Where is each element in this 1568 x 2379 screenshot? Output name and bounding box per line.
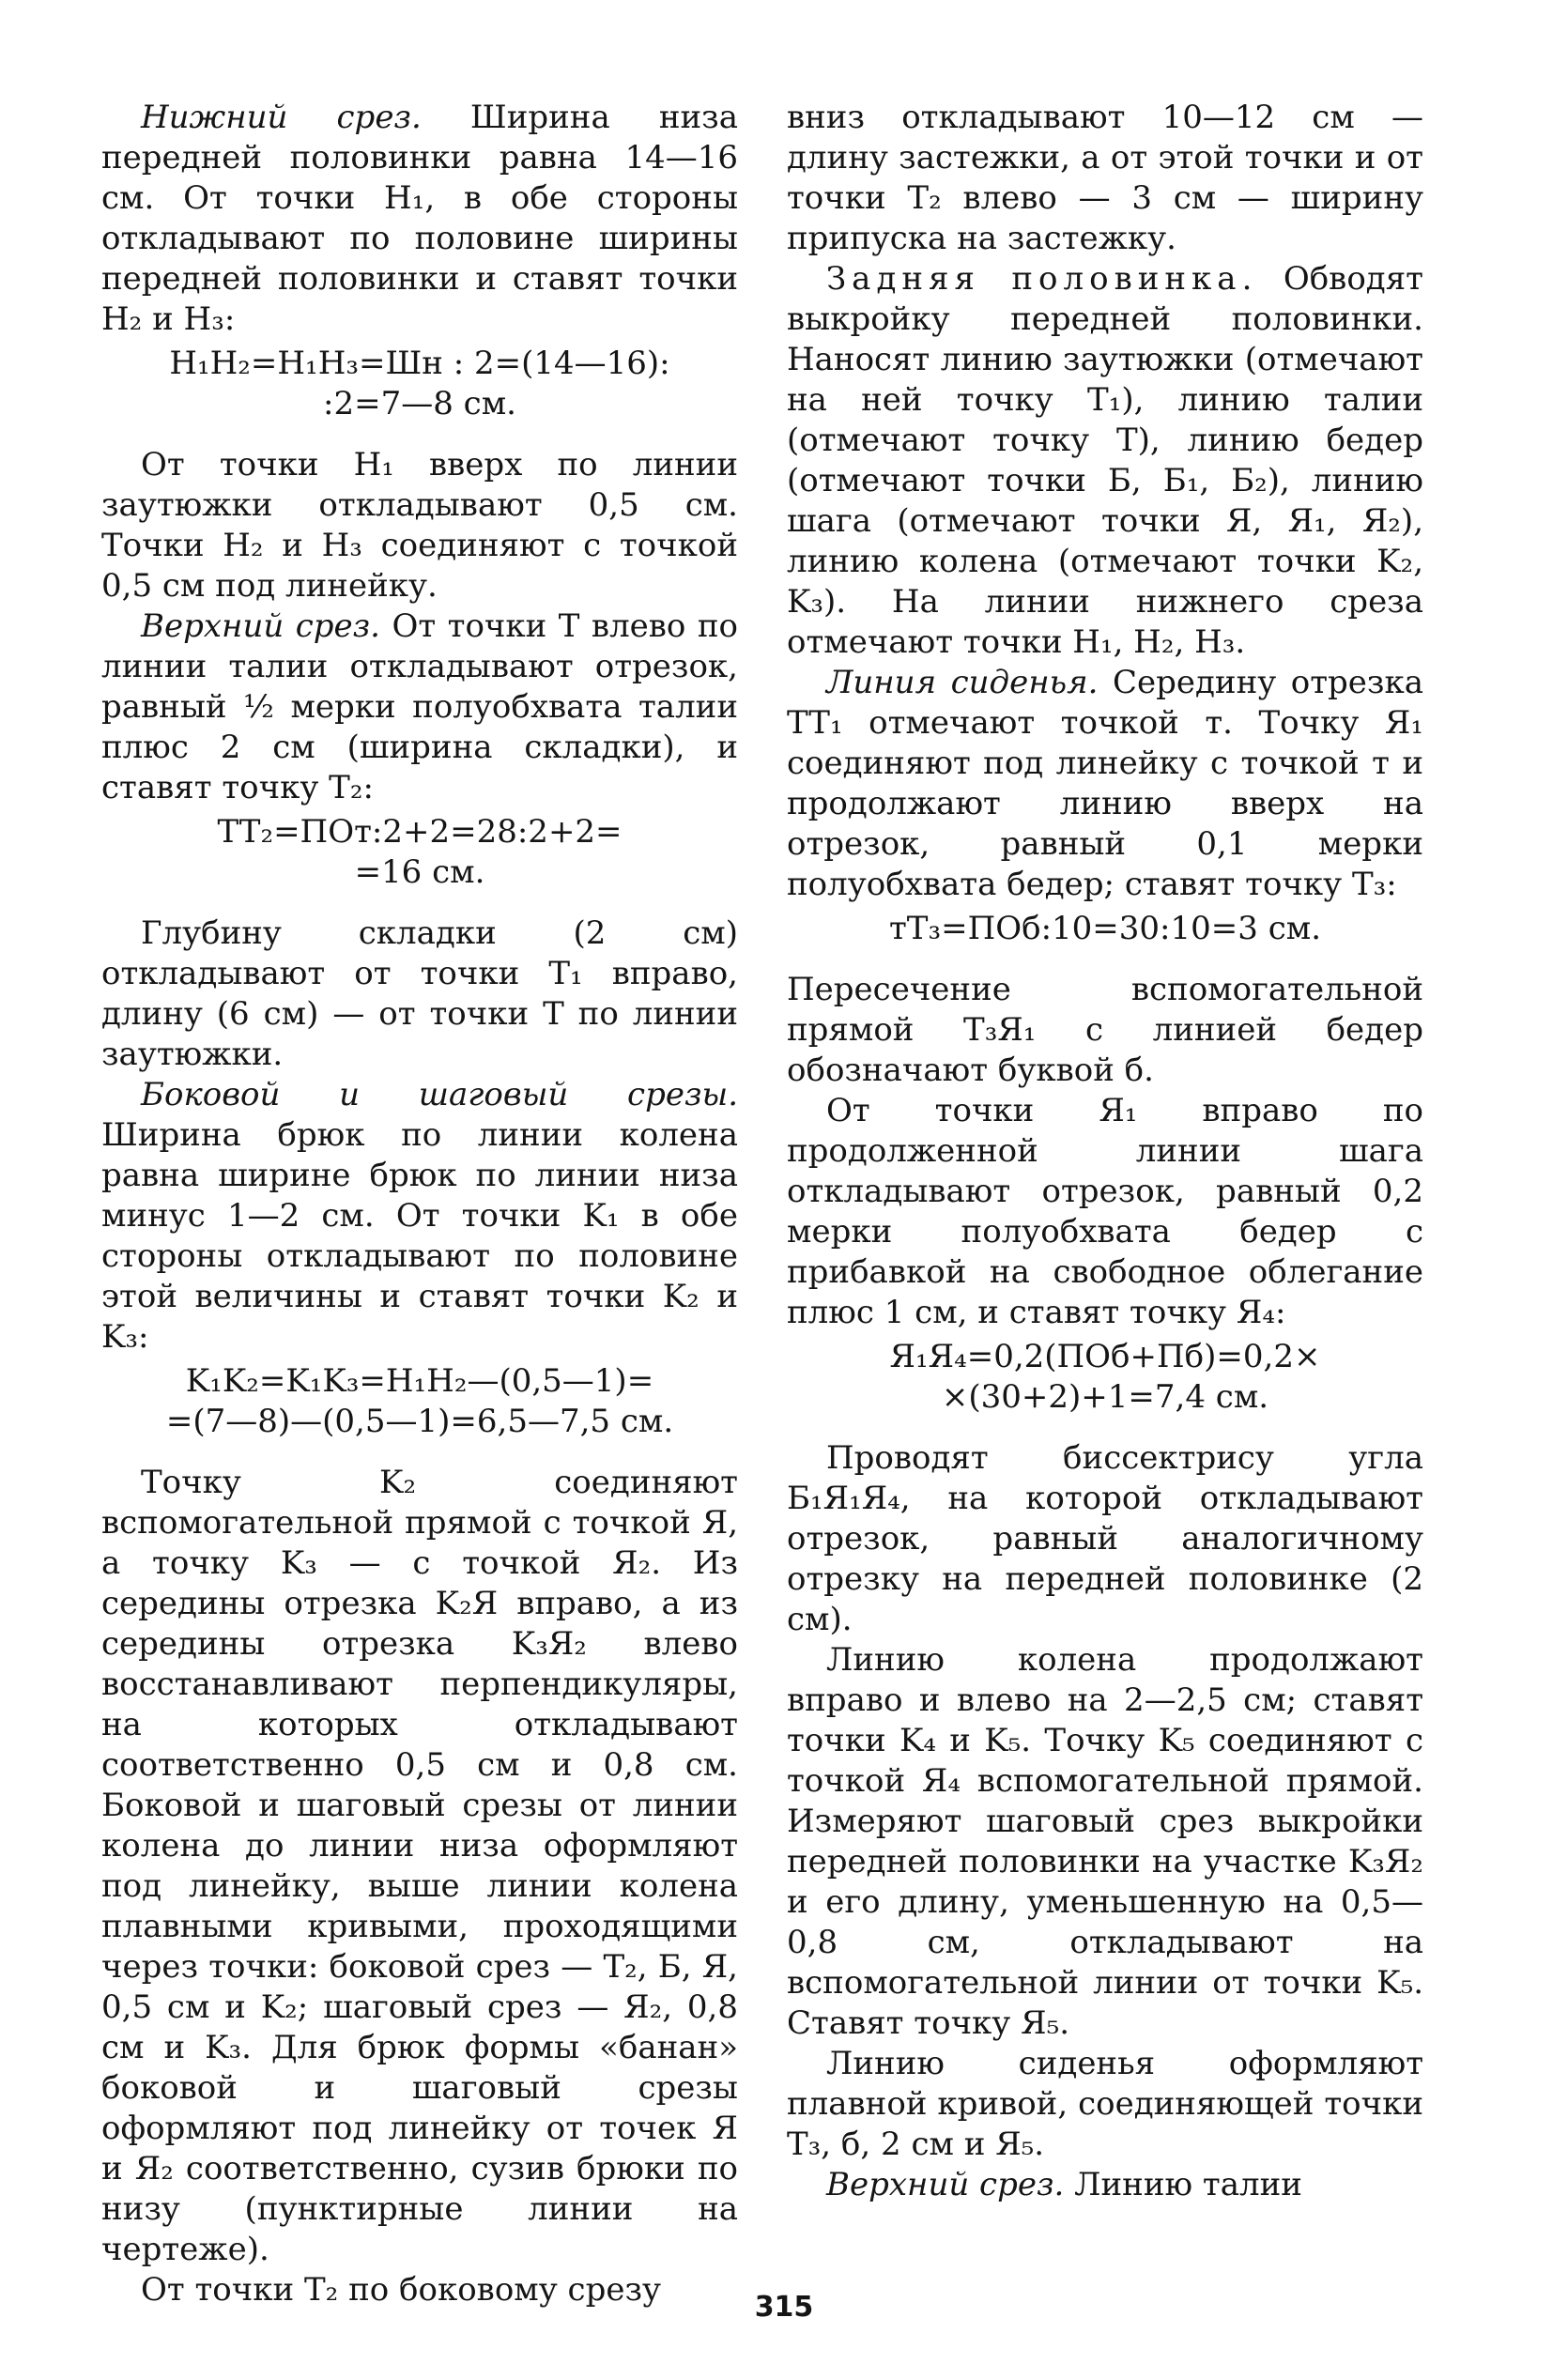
paragraph [787,663,1423,905]
paragraph [787,259,1423,663]
paragraph-text: Пересечение вспомогательной прямой T₃Я₁ с линией бедер обозначают буквой б. [787,971,1423,1089]
paragraph-text: Линию сиденья оформляют плавной кривой, соединяющей точки T₃, б, 2 см и Я₅. [787,2045,1423,2163]
formula-line: Я₁Я₄=0,2(ПОб+Пб)=0,2× [889,1338,1321,1375]
paragraph [101,913,738,1075]
paragraph [101,1075,738,1358]
paragraph-text: Середину отрезка TT₁ отмечают точкой т. Точку Я₁ соединяют под линейку с точкой т и продолжают линию вверх на отрезок, равный 0,1 мерки полуобхвата бедер; ставят точку T₃: [787,664,1423,903]
paragraph [787,1091,1423,1333]
section-heading: Нижний срез. [141,99,422,136]
paragraph-text: Обводят выкройку передней половинки. Наносят линию заутюжки (отмечают на ней точку T₁), линию талии (отмечают точку T), линию бедер (отмечают точки Б, Б₁, Б₂), линию шага (отмечают точки Я, Я₁, Я₂), линию колена (отмечают точки K₂, K₃). На линии нижнего среза отмечают точки H₁, H₂, H₃. [787,260,1423,661]
paragraph [787,1438,1423,1640]
paragraph-text: Глубину складки (2 см) откладывают от точки T₁ вправо, длину (6 см) — от точки T по линии заутюжки. [101,914,738,1073]
paragraph-text: От точки Я₁ вправо по продолженной линии шага откладывают отрезок, равный 0,2 мерки полуобхвата бедер с прибавкой на свободное облегание плюс 1 см, и ставят точку Я₄: [787,1092,1423,1331]
formula [101,1361,738,1442]
formula-line: H₁H₂=H₁H₃=Шн : 2=(14—16): [169,345,670,382]
formula [101,344,738,424]
section-heading: Задняя половинка. [826,260,1258,298]
paragraph-text: Ширина низа передней половинки равна 14—16 см. От точки H₁, в обе стороны откладывают по половине ширины передней половинки и ставят точки H₂ и H₃: [101,99,738,338]
paragraph [101,606,738,808]
right-column [787,98,1423,2205]
paragraph-text: Точку K₂ соединяют вспомогательной прямой с точкой Я, а точку K₃ — с точкой Я₂. Из середины отрезка K₂Я вправо, а из середины отрезка K₃Я₂ влево восстанавливают перпендикуляры, на которых откладывают соответственно 0,5 см и 0,8 см. Боковой и шаговый срезы от линии колена до линии низа оформляют под линейку, выше линии колена плавными кривыми, проходящими через точки: боковой срез — T₂, Б, Я, 0,5 см и K₂; шаговый срез — Я₂, 0,8 см и K₃. Для брюк формы «банан» боковой и шаговый срезы оформляют под линейку от точек Я и Я₂ соответственно, сузив брюки по низу (пунктирные линии на чертеже). [101,1464,738,2268]
paragraph-text: Линию колена продолжают вправо и влево на 2—2,5 см; ставят точки K₄ и K₅. Точку K₅ соединяют с точкой Я₄ вспомогательной прямой. Измеряют шаговый срез выкройки передней половинки на участке K₃Я₂ и его длину, уменьшенную на 0,5—0,8 см, откладывают на вспомогательной линии от точки K₅. Ставят точку Я₅. [787,1641,1423,2042]
section-heading: Линия сиденья. [826,664,1099,701]
paragraph [787,1640,1423,2044]
formula-line: ×(30+2)+1=7,4 см. [941,1378,1269,1416]
formula-line: =16 см. [354,853,485,891]
formula-line: тT₃=ПОб:10=30:10=3 см. [888,910,1321,947]
formula [101,812,738,893]
paragraph [787,98,1423,259]
paragraph [787,970,1423,1091]
paragraph-text: Ширина брюк по линии колена равна ширине брюк по линии низа минус 1—2 см. От точки K₁ в обе стороны откладывают по половине этой величины и ставят точки K₂ и K₃: [101,1116,738,1356]
formula [787,909,1423,949]
page-number: 315 [754,2291,814,2324]
formula-line: K₁K₂=K₁K₃=H₁H₂—(0,5—1)= [185,1362,654,1400]
paragraph-text: От точки H₁ вверх по линии заутюжки откладывают 0,5 см. Точки H₂ и H₃ соединяют с точкой 0,5 см под линейку. [101,446,738,605]
section-heading: Верхний срез. [141,607,380,645]
paragraph-text: От точки T влево по линии талии откладывают отрезок, равный ½ мерки полуобхвата талии плюс 2 см (ширина складки), и ставят точку T₂: [101,607,739,806]
formula-line: TT₂=ПОт:2+2=28:2+2= [217,813,623,851]
paragraph [101,1463,738,2270]
formula-line: :2=7—8 см. [323,385,516,422]
paragraph [101,445,738,606]
section-heading: Верхний срез. [826,2166,1065,2203]
paragraph [787,2044,1423,2165]
section-heading: Боковой и шаговый срезы. [141,1076,738,1113]
paragraph-text: От точки T₂ по боковому срезу [141,2271,662,2309]
paragraph [101,98,738,340]
formula [787,1337,1423,1418]
paragraph-text: Проводят биссектрису угла Б₁Я₁Я₄, на которой откладывают отрезок, равный аналогичному отрезку на передней половинке (2 см). [787,1439,1423,1638]
formula-line: =(7—8)—(0,5—1)=6,5—7,5 см. [165,1403,674,1440]
paragraph [787,2165,1423,2205]
paragraph-text: вниз откладывают 10—12 см — длину застежки, а от этой точки и от точки T₂ влево — 3 см — ширину припуска на застежку. [787,99,1423,257]
paragraph-text: Линию талии [1064,2166,1302,2203]
left-column [101,98,738,2310]
